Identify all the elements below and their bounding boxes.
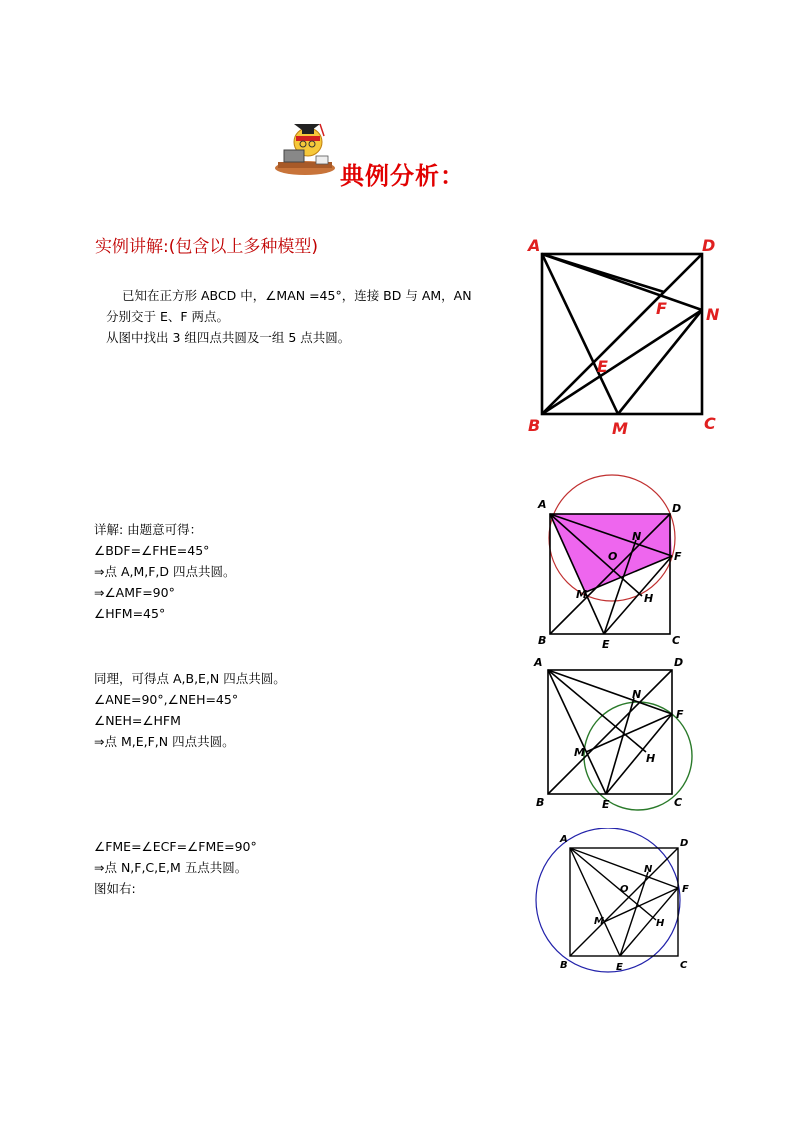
label-f: F bbox=[676, 708, 684, 721]
solution-line: ∠BDF=∠FHE=45° bbox=[94, 543, 210, 558]
label-e: E bbox=[616, 962, 623, 973]
label-b: B bbox=[538, 634, 547, 647]
label-h: H bbox=[656, 918, 665, 929]
label-c: C bbox=[674, 796, 683, 809]
problem-line: 分别交于 E、F 两点。 bbox=[106, 309, 230, 324]
label-m: M bbox=[574, 746, 585, 759]
label-m: M bbox=[594, 916, 604, 927]
label-e: E bbox=[602, 638, 610, 651]
label-n: N bbox=[632, 530, 642, 543]
label-b: B bbox=[536, 796, 545, 809]
solution-line: ∠NEH=∠HFM bbox=[94, 713, 181, 728]
label-b: B bbox=[528, 416, 541, 435]
section-title: 实例讲解:(包含以上多种模型) bbox=[95, 237, 318, 257]
problem-statement bbox=[106, 285, 472, 348]
label-o: O bbox=[608, 550, 618, 563]
solution-block-3 bbox=[94, 836, 257, 899]
label-a: A bbox=[528, 236, 541, 255]
label-c: C bbox=[680, 960, 688, 971]
label-e: E bbox=[597, 357, 608, 376]
solution-line: ⇒点 M,E,F,N 四点共圆。 bbox=[94, 734, 235, 749]
label-h: H bbox=[646, 752, 656, 765]
label-e: E bbox=[602, 798, 610, 811]
problem-line: 已知在正方形 ABCD 中，∠MAN =45°，连接 BD 与 AM，AN bbox=[122, 288, 472, 303]
solution-block-1 bbox=[94, 519, 236, 624]
solution-line: 同理，可得点 A,B,E,N 四点共圆。 bbox=[94, 671, 286, 686]
solution-line: ∠HFM=45° bbox=[94, 606, 166, 621]
solution-line: ⇒点 A,M,F,D 四点共圆。 bbox=[94, 564, 236, 579]
figure-circle-nfcem bbox=[530, 828, 700, 974]
label-m: M bbox=[576, 588, 587, 601]
label-c: C bbox=[704, 414, 716, 433]
label-d: D bbox=[672, 502, 682, 515]
label-o: O bbox=[620, 884, 629, 895]
label-h: H bbox=[644, 592, 654, 605]
scholar-reading-icon bbox=[272, 112, 338, 178]
solution-block-2 bbox=[94, 668, 286, 752]
label-d: D bbox=[680, 838, 689, 849]
label-f: F bbox=[674, 550, 682, 563]
label-c: C bbox=[672, 634, 681, 647]
solution-line: ∠FME=∠ECF=∠FME=90° bbox=[94, 839, 257, 854]
label-a: A bbox=[534, 656, 543, 669]
label-n: N bbox=[706, 305, 720, 324]
solution-line: ⇒∠AMF=90° bbox=[94, 585, 175, 600]
label-a: A bbox=[560, 834, 568, 845]
solution-line: ∠ANE=90°,∠NEH=45° bbox=[94, 692, 239, 707]
figure-square-abcd bbox=[520, 232, 730, 437]
figure-circle-amfd bbox=[530, 468, 700, 652]
label-f: F bbox=[682, 884, 689, 895]
header-title: 典例分析： bbox=[340, 161, 465, 190]
solution-line: 图如右: bbox=[94, 881, 136, 896]
label-a: A bbox=[538, 498, 547, 511]
label-d: D bbox=[702, 236, 716, 255]
solution-line: ⇒点 N,F,C,E,M 五点共圆。 bbox=[94, 860, 248, 875]
problem-line: 从图中找出 3 组四点共圆及一组 5 点共圆。 bbox=[106, 330, 351, 345]
label-b: B bbox=[560, 960, 568, 971]
label-n: N bbox=[632, 688, 642, 701]
figure-circle-mefn bbox=[530, 652, 700, 814]
label-f: F bbox=[656, 299, 667, 318]
label-m: M bbox=[612, 419, 628, 437]
label-n: N bbox=[644, 864, 653, 875]
solution-line: 详解: 由题意可得： bbox=[94, 522, 203, 537]
label-d: D bbox=[674, 656, 684, 669]
